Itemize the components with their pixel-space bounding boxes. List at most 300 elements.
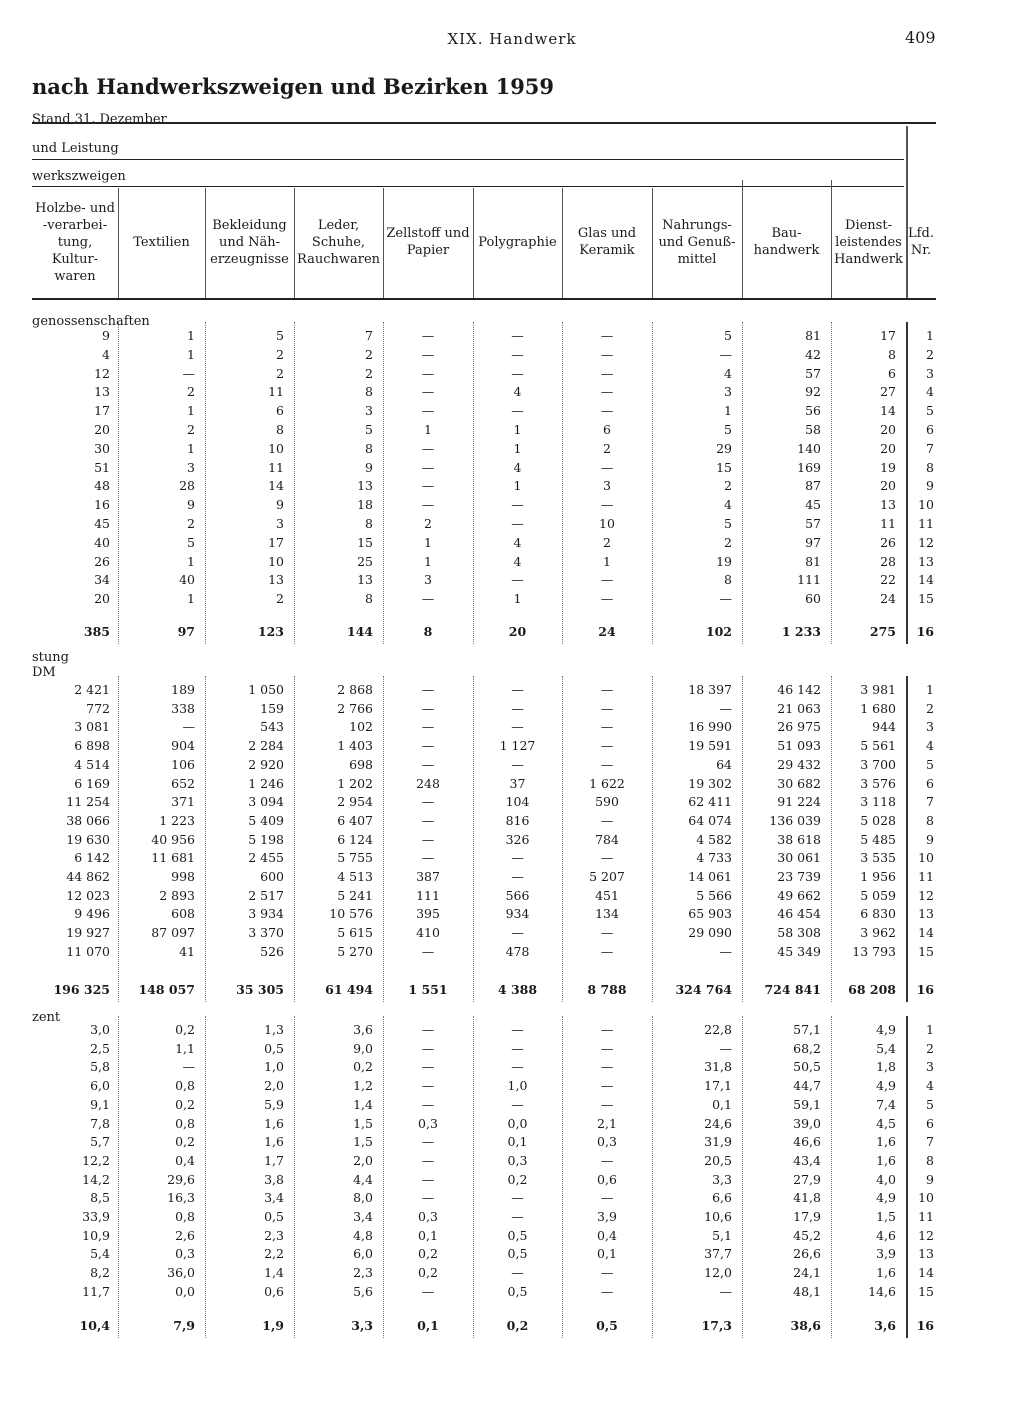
table-cell: 12 <box>94 365 110 381</box>
table-cell: 0,0 <box>175 1283 195 1299</box>
table-cell: 0,1 <box>418 1227 438 1243</box>
table-cell: 1 127 <box>499 738 536 754</box>
total-cell: 324 764 <box>675 982 732 997</box>
table-cell: 45 <box>805 497 821 513</box>
table-cell: 0,2 <box>175 1134 195 1150</box>
column-divider <box>473 676 474 1002</box>
table-cell: 2 <box>926 1040 934 1056</box>
table-cell: 2 284 <box>248 738 284 754</box>
table-cell: 0,3 <box>418 1115 438 1131</box>
table-cell: — <box>600 328 614 343</box>
table-cell: 2 <box>187 422 195 437</box>
table-cell: 3,6 <box>353 1022 373 1037</box>
table-cell: 16 990 <box>688 719 732 735</box>
table-cell: 3 118 <box>860 794 896 810</box>
table-cell: 13 <box>94 384 110 400</box>
total-cell: 24 <box>598 624 616 639</box>
table-cell: 1 <box>424 534 432 550</box>
table-cell: 2 421 <box>74 682 110 697</box>
table-cell: 8 <box>926 459 934 475</box>
table-cell: 4,5 <box>876 1115 896 1131</box>
table-cell: 13 <box>918 553 934 569</box>
table-cell: 2 <box>187 384 195 400</box>
table-cell: — <box>600 756 614 772</box>
total-cell: 3,6 <box>874 1318 896 1333</box>
table-cell: 7 <box>365 328 373 343</box>
table-cell: 7,8 <box>90 1115 110 1131</box>
table-cell: — <box>421 1134 435 1150</box>
table-cell: 326 <box>505 831 530 847</box>
table-cell: 3 081 <box>74 719 110 735</box>
table-cell: 248 <box>416 775 440 791</box>
table-cell: 12 <box>918 534 934 550</box>
table-cell: 97 <box>805 534 821 550</box>
table-cell: 0,3 <box>597 1134 617 1150</box>
table-cell: 64 074 <box>688 812 732 828</box>
table-cell: 1,4 <box>264 1265 284 1281</box>
table-cell: — <box>511 719 524 735</box>
table-cell: 1 223 <box>159 812 195 828</box>
table-cell: 1 956 <box>860 869 896 884</box>
column-divider <box>205 1016 206 1338</box>
table-cell: 19 591 <box>688 738 732 754</box>
table-cell: 23 739 <box>777 869 821 884</box>
column-divider <box>118 1016 119 1338</box>
column-divider <box>652 676 653 1002</box>
table-cell: 20 <box>94 422 110 437</box>
table-cell: 1 <box>187 328 195 343</box>
table-cell: 772 <box>86 700 110 716</box>
table-cell: 4 <box>513 553 522 569</box>
table-cell: 2 920 <box>248 756 284 772</box>
table-cell: — <box>511 700 524 716</box>
table-cell: 48 <box>94 478 110 494</box>
table-cell: 5 207 <box>589 869 625 884</box>
running-head: XIX. Handwerk <box>447 30 577 48</box>
total-cell: 35 305 <box>236 982 284 997</box>
table-cell: 7 <box>926 440 934 456</box>
table-cell: 410 <box>416 925 440 941</box>
table-cell: 7 <box>926 1134 934 1150</box>
table-cell: 1 050 <box>248 682 284 697</box>
table-cell: 3 981 <box>860 682 896 697</box>
column-divider <box>562 1016 563 1338</box>
table-cell: 136 039 <box>769 812 821 828</box>
table-cell: — <box>421 365 435 381</box>
table-cell: 111 <box>416 887 440 903</box>
table-cell: 5 059 <box>860 887 896 903</box>
table-cell: — <box>421 700 435 716</box>
table-cell: 58 <box>805 422 821 437</box>
table-cell: 21 063 <box>777 700 821 716</box>
header-column-divider <box>473 188 474 298</box>
table-cell: 87 <box>805 478 821 494</box>
table-cell: 57,1 <box>793 1022 821 1037</box>
table-cell: 19 <box>880 459 896 475</box>
table-cell: 20 <box>880 478 896 494</box>
table-cell: 29 <box>716 440 732 456</box>
table-cell: 20,5 <box>704 1152 732 1168</box>
table-cell: — <box>421 794 435 810</box>
table-cell: 13 <box>357 478 373 494</box>
table-cell: 106 <box>171 756 195 772</box>
table-cell: — <box>600 1283 614 1299</box>
table-cell: 14 <box>918 1265 934 1281</box>
table-cell: 10,6 <box>704 1209 732 1224</box>
table-cell: 1 <box>187 346 195 362</box>
column-divider <box>742 1016 743 1338</box>
table-cell: 189 <box>171 682 195 697</box>
table-cell: 5,6 <box>353 1283 373 1299</box>
total-cell: 16 <box>916 1318 934 1333</box>
table-cell: 30 <box>94 440 110 456</box>
table-cell: 2 455 <box>248 850 284 866</box>
total-cell: 68 208 <box>848 982 896 997</box>
total-cell: 196 325 <box>53 982 110 997</box>
total-cell: 10,4 <box>79 1318 110 1333</box>
table-cell: 10 576 <box>329 906 373 922</box>
table-cell: 0,2 <box>175 1096 195 1112</box>
table-cell: — <box>511 497 524 513</box>
table-cell: 1,6 <box>876 1134 896 1150</box>
table-cell: — <box>511 1022 524 1037</box>
table-cell: 6 124 <box>337 831 373 847</box>
table-cell: 11 <box>918 1209 934 1224</box>
table-cell: 6 <box>603 422 611 437</box>
table-cell: 6,0 <box>90 1078 110 1094</box>
table-cell: — <box>421 831 435 847</box>
table-cell: 10 <box>918 1190 934 1206</box>
header-column-divider <box>562 188 563 298</box>
table-cell: 2,5 <box>90 1040 110 1056</box>
table-cell: 0,3 <box>507 1152 528 1168</box>
table-cell: 3 <box>276 516 284 531</box>
table-cell: — <box>719 1040 732 1056</box>
table-cell: — <box>511 1265 524 1281</box>
table-cell: 37,7 <box>704 1246 732 1262</box>
total-cell: 16 <box>916 982 934 997</box>
table-cell: 0,2 <box>507 1171 528 1187</box>
table-cell: 0,8 <box>175 1078 195 1094</box>
table-cell: 934 <box>505 906 530 922</box>
table-cell: 3 934 <box>248 906 284 922</box>
table-cell: 0,1 <box>597 1246 617 1262</box>
table-cell: 62 411 <box>688 794 732 810</box>
table-cell: 395 <box>416 906 440 922</box>
column-divider <box>205 322 206 644</box>
table-cell: 1 <box>513 422 522 437</box>
table-cell: — <box>421 850 435 866</box>
table-cell: — <box>719 346 732 362</box>
table-cell: 371 <box>171 794 195 810</box>
column-header-cell: Bekleidung und Näh-erzeugnisse <box>210 217 289 267</box>
table-cell: — <box>511 516 524 531</box>
table-cell: 590 <box>595 794 619 810</box>
table-cell: 2 954 <box>337 794 373 810</box>
table-cell: 1 403 <box>337 738 373 754</box>
total-cell: 144 <box>346 624 373 639</box>
table-cell: 11 070 <box>66 943 110 959</box>
column-header-cell: Lfd. Nr. <box>908 226 934 258</box>
table-cell: 1 <box>187 440 195 456</box>
table-cell: 5,4 <box>876 1040 896 1056</box>
table-cell: 2 <box>603 440 611 456</box>
table-cell: 41,8 <box>793 1190 821 1206</box>
table-cell: 48,1 <box>793 1283 821 1299</box>
table-cell: 2 <box>603 534 611 550</box>
table-cell: 1,1 <box>175 1040 195 1056</box>
table-cell: 4 513 <box>337 869 373 884</box>
table-cell: 11 <box>880 516 896 531</box>
table-cell: 5,7 <box>90 1134 110 1150</box>
column-header-cell: Bau-handwerk <box>753 226 820 258</box>
column-divider <box>831 322 832 644</box>
total-cell: 724 841 <box>764 982 821 997</box>
table-cell: 81 <box>805 553 821 569</box>
table-cell: 998 <box>171 869 195 884</box>
table-cell: — <box>421 738 435 754</box>
table-cell: — <box>421 1040 435 1056</box>
table-cell: 0,8 <box>175 1209 195 1224</box>
table-cell: 8 <box>724 572 732 588</box>
column-divider <box>383 676 384 1002</box>
table-cell: 5 <box>926 1096 934 1112</box>
table-cell: 6 169 <box>74 775 110 791</box>
table-cell: 1,2 <box>353 1078 373 1094</box>
table-cell: 14 <box>880 403 896 419</box>
table-cell: 3 <box>724 384 732 400</box>
table-cell: 13 793 <box>852 943 896 959</box>
table-cell: 6 407 <box>337 812 373 828</box>
table-cell: — <box>511 1040 524 1056</box>
table-cell: 0,1 <box>712 1096 732 1112</box>
table-cell: 5 566 <box>696 887 732 903</box>
table-cell: 30 682 <box>777 775 821 791</box>
table-cell: 68,2 <box>793 1040 821 1056</box>
table-cell: — <box>182 365 195 381</box>
table-cell: 4 <box>513 384 522 400</box>
table-cell: 1,4 <box>353 1096 373 1112</box>
column-divider <box>294 676 295 1002</box>
table-cell: 6 <box>926 1115 934 1131</box>
table-cell: 44 862 <box>66 869 110 884</box>
table-cell: 0,5 <box>507 1283 528 1299</box>
total-cell: 0,2 <box>506 1318 529 1333</box>
table-cell: 45,2 <box>793 1227 821 1243</box>
table-cell: 2,2 <box>264 1246 284 1262</box>
table-cell: 1 <box>513 591 522 607</box>
table-cell: 8 <box>888 346 896 362</box>
table-cell: — <box>600 943 614 959</box>
table-cell: 10 <box>918 497 934 513</box>
table-cell: 26,6 <box>793 1246 821 1262</box>
table-cell: 4,0 <box>876 1171 896 1187</box>
table-cell: 13 <box>918 1246 934 1262</box>
table-cell: 102 <box>349 719 373 735</box>
table-cell: 9 <box>926 478 934 494</box>
header-column-divider <box>205 188 206 298</box>
table-cell: 57 <box>805 365 821 381</box>
column-divider <box>562 322 563 644</box>
table-cell: 5 028 <box>860 812 896 828</box>
table-cell: 92 <box>805 384 821 400</box>
table-cell: 17 <box>94 403 110 419</box>
table-cell: 46,6 <box>793 1134 821 1150</box>
table-cell: 4 <box>926 1078 934 1094</box>
table-cell: 8,5 <box>90 1190 110 1206</box>
header-column-divider <box>118 188 119 298</box>
total-cell: 102 <box>705 624 732 639</box>
table-cell: 1 <box>187 591 195 607</box>
table-cell: 3 576 <box>860 775 896 791</box>
table-cell: 1 <box>513 478 522 494</box>
table-cell: 8 <box>276 422 284 437</box>
total-cell: 1,9 <box>262 1318 284 1333</box>
table-cell: 31,8 <box>704 1059 732 1075</box>
table-cell: — <box>421 1190 435 1206</box>
table-cell: 0,2 <box>418 1265 438 1281</box>
table-cell: 3,0 <box>90 1022 110 1037</box>
table-cell: 13 <box>268 572 284 588</box>
table-cell: 4,6 <box>876 1227 896 1243</box>
table-cell: 478 <box>505 943 530 959</box>
table-cell: 4 <box>724 497 732 513</box>
table-cell: 4 <box>926 384 934 400</box>
table-cell: 0,5 <box>264 1209 284 1224</box>
table-cell: 8,2 <box>90 1265 110 1281</box>
table-cell: 4 <box>102 346 110 362</box>
table-cell: 8 <box>365 516 373 531</box>
table-cell: 14,2 <box>82 1171 110 1187</box>
table-cell: 904 <box>171 738 195 754</box>
table-cell: 11 681 <box>151 850 195 866</box>
table-cell: 6 <box>276 403 284 419</box>
table-cell: 26 <box>880 534 896 550</box>
table-cell: 2 <box>187 516 195 531</box>
table-cell: — <box>511 756 524 772</box>
table-cell: 9,0 <box>353 1040 373 1056</box>
table-cell: 20 <box>94 591 110 607</box>
table-cell: 8 <box>365 440 373 456</box>
table-cell: 3 094 <box>248 794 284 810</box>
table-cell: 13 <box>880 497 896 513</box>
table-cell: 1 <box>424 553 432 569</box>
table-cell: 5,9 <box>264 1096 284 1112</box>
table-cell: — <box>421 478 435 494</box>
table-cell: 2 <box>276 591 284 607</box>
column-header-cell: Glas und Keramik <box>577 226 637 258</box>
column-header-cell: Leder, Schuhe, Rauchwaren <box>296 217 381 267</box>
table-cell: 2 <box>424 516 432 531</box>
table-cell: — <box>511 365 524 381</box>
rule-top <box>32 122 936 124</box>
table-cell: 5,1 <box>712 1227 732 1243</box>
table-cell: 3 370 <box>248 925 284 941</box>
table-cell: 64 <box>716 756 732 772</box>
table-cell: — <box>421 812 435 828</box>
table-cell: 1 <box>926 682 934 697</box>
header-row-2: werkszweigen <box>32 169 126 184</box>
table-cell: 29,6 <box>167 1171 195 1187</box>
table-cell: 9 496 <box>74 906 110 922</box>
table-cell: 104 <box>505 794 530 810</box>
table-cell: 9 <box>276 497 284 513</box>
table-cell: 1 680 <box>860 700 896 716</box>
table-cell: 0,5 <box>507 1246 528 1262</box>
table-cell: 2,0 <box>264 1078 284 1094</box>
table-cell: 4 582 <box>696 831 732 847</box>
table-cell: 19 <box>716 553 732 569</box>
table-cell: 26 975 <box>777 719 821 735</box>
table-cell: — <box>600 365 614 381</box>
table-cell: 22,8 <box>704 1022 732 1037</box>
table-cell: 38 066 <box>66 812 110 828</box>
table-cell: 7,4 <box>876 1096 896 1112</box>
table-cell: 16 <box>94 497 110 513</box>
total-cell: 61 494 <box>325 982 373 997</box>
table-cell: 15 <box>918 591 934 607</box>
table-cell: 12 <box>918 887 934 903</box>
table-cell: 3,3 <box>712 1171 732 1187</box>
table-cell: 87 097 <box>151 925 195 941</box>
table-cell: — <box>600 682 614 697</box>
table-cell: 28 <box>179 478 195 494</box>
table-cell: 698 <box>349 756 373 772</box>
table-cell: 5 241 <box>337 887 373 903</box>
table-cell: — <box>600 1152 614 1168</box>
table-cell: 3 <box>365 403 373 419</box>
table-cell: 1,6 <box>876 1265 896 1281</box>
column-divider <box>118 322 119 644</box>
column-header-cell: Dienst-leistendes Handwerk <box>834 217 903 267</box>
table-cell: — <box>719 1283 732 1299</box>
total-cell: 16 <box>916 624 934 639</box>
table-cell: 46 454 <box>777 906 821 922</box>
table-cell: — <box>421 1096 435 1112</box>
table-cell: 9 <box>365 459 373 475</box>
table-cell: 5 409 <box>248 812 284 828</box>
table-cell: 8 <box>365 591 373 607</box>
table-cell: 15 <box>716 459 732 475</box>
table-cell: 14 <box>918 925 934 941</box>
table-cell: — <box>600 1096 614 1112</box>
table-cell: — <box>421 1078 435 1094</box>
table-cell: 2 <box>724 534 732 550</box>
stand-date: Stand 31. Dezember <box>32 112 167 127</box>
table-cell: — <box>600 591 614 607</box>
table-cell: 11 <box>268 459 284 475</box>
table-cell: 6,0 <box>353 1246 373 1262</box>
table-cell: 1 622 <box>589 775 625 791</box>
table-cell: 5 <box>724 516 732 531</box>
table-cell: 29 090 <box>688 925 732 941</box>
table-cell: — <box>511 346 524 362</box>
table-cell: 12,0 <box>704 1265 732 1281</box>
total-cell: 385 <box>83 624 110 639</box>
table-cell: 543 <box>260 719 284 735</box>
table-cell: — <box>421 756 435 772</box>
table-cell: 3,9 <box>876 1246 896 1262</box>
rule-header-bottom <box>32 298 936 300</box>
table-cell: 4 <box>926 738 934 754</box>
total-cell: 148 057 <box>138 982 195 997</box>
total-cell: 123 <box>257 624 284 639</box>
table-cell: 0,8 <box>175 1115 195 1131</box>
table-cell: 2 <box>926 346 934 362</box>
table-cell: 3,4 <box>353 1209 373 1224</box>
table-cell: 11 254 <box>66 794 110 810</box>
table-cell: — <box>182 719 195 735</box>
